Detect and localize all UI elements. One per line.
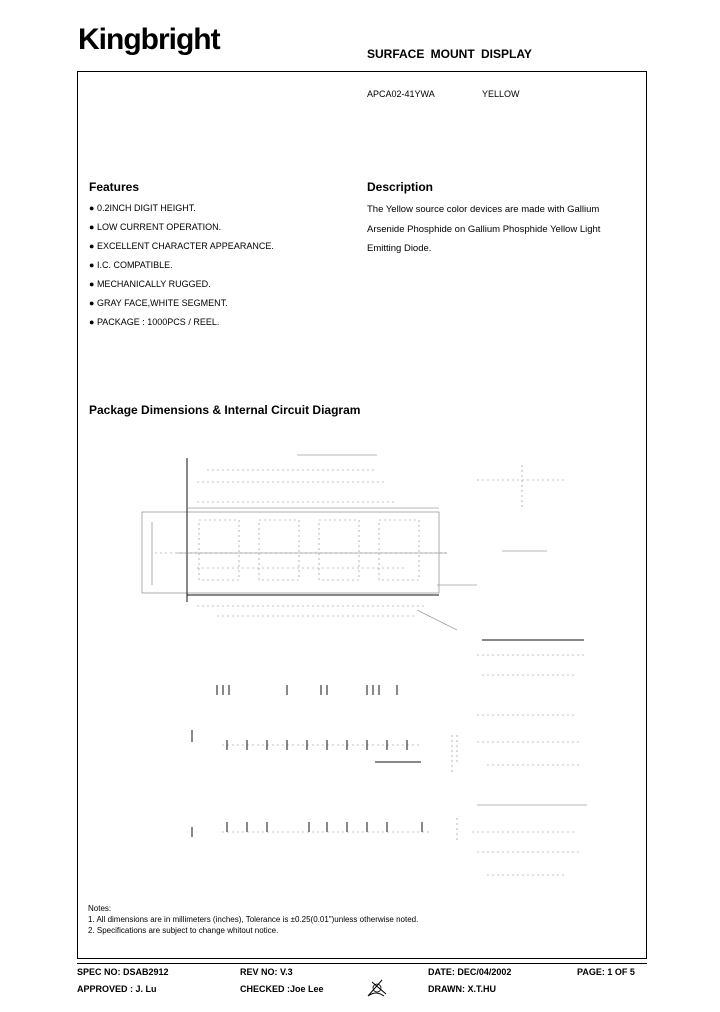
part-number: APCA02-41YWA: [367, 89, 435, 99]
pin-row-bottom: [227, 822, 422, 832]
page-number: PAGE: 1 OF 5: [577, 967, 635, 977]
note-item: 2. Specifications are subject to change whitout notice.: [88, 926, 279, 935]
feature-text: GRAY FACE,WHITE SEGMENT.: [96, 298, 228, 308]
notes-heading: Notes:: [88, 904, 112, 913]
feature-item: ● GRAY FACE,WHITE SEGMENT.: [89, 298, 228, 308]
features-title: Features: [89, 180, 140, 194]
feature-item: ● I.C. COMPATIBLE.: [89, 260, 173, 270]
document-title: SURFACE MOUNT DISPLAY: [367, 47, 532, 61]
feature-item: ● EXCELLENT CHARACTER APPEARANCE.: [89, 241, 274, 251]
checked-by: CHECKED :Joe Lee: [240, 984, 324, 994]
brand-logo: Kingbright: [78, 23, 220, 56]
feature-item: ● PACKAGE : 1000PCS / REEL.: [89, 317, 220, 327]
feature-item: ● MECHANICALLY RUGGED.: [89, 279, 211, 289]
feature-text: I.C. COMPATIBLE.: [96, 260, 173, 270]
document-date: DATE: DEC/04/2002: [428, 967, 512, 977]
note-item: 1. All dimensions are in millimeters (inches), Tolerance is ±0.25(0.01")unless otherwise noted.: [88, 915, 419, 924]
feature-text: EXCELLENT CHARACTER APPEARANCE.: [96, 241, 274, 251]
notes-block: [88, 903, 418, 936]
revision-number: REV NO: V.3: [240, 967, 293, 977]
description-text: The Yellow source color devices are made with Gallium Arsenide Phosphide on Gallium Phosphide Yellow Light Emitting Diode.: [367, 204, 601, 254]
package-title: Package Dimensions & Internal Circuit Diagram: [89, 403, 361, 417]
feature-text: 0.2INCH DIGIT HEIGHT.: [96, 203, 196, 213]
feature-item: ● 0.2INCH DIGIT HEIGHT.: [89, 203, 196, 213]
digit-outlines: [199, 520, 419, 580]
description-title: Description: [367, 180, 434, 194]
feature-text: PACKAGE : 1000PCS / REEL.: [96, 317, 220, 327]
signature-mark: [364, 976, 390, 1000]
approved-by: APPROVED : J. Lu: [77, 984, 157, 994]
package-dimensions-drawing: [77, 420, 647, 890]
drawn-by: DRAWN: X.T.HU: [428, 984, 496, 994]
pin-row-top: [217, 685, 397, 695]
feature-item: ● LOW CURRENT OPERATION.: [89, 222, 222, 232]
spec-number: SPEC NO: DSAB2912: [77, 967, 169, 977]
part-color: YELLOW: [482, 89, 520, 99]
footer-divider: [77, 963, 647, 964]
feature-text: LOW CURRENT OPERATION.: [96, 222, 222, 232]
feature-text: MECHANICALLY RUGGED.: [96, 279, 211, 289]
